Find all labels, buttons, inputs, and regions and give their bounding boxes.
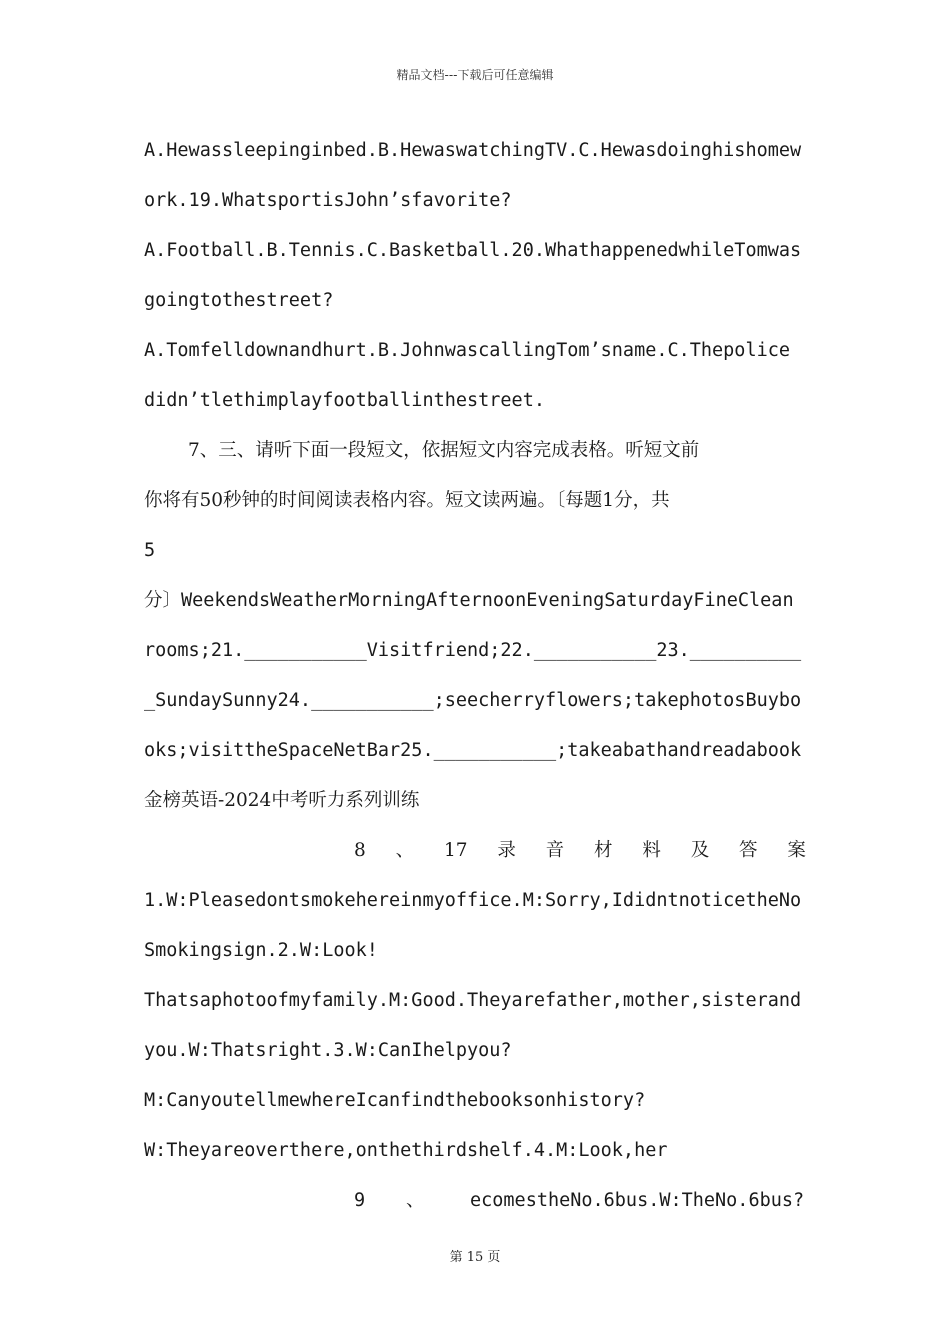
heading-char: 、 [395,840,415,861]
item-text: ecomestheNo.6bus.W:TheNo.6bus? [470,1190,805,1211]
page-header: 精品文档---下载后可任意编辑 [396,68,554,82]
series-title: 金榜英语-2024中考听力系列训练 [144,790,420,811]
heading-char: 及 [690,840,710,861]
heading-char: 料 [642,840,661,861]
text-line: _SundaySunny24.___________;seecherryflowers;takephotosBuybo [144,690,802,711]
heading-char: 音 [545,840,565,861]
text-line: oks;visittheSpaceNetBar25.___________;takeabathandreadabook [144,740,802,761]
text-line: Thatsaphotoofmyfamily.M:Good.Theyarefather,mother,sisterand [144,990,802,1011]
text-line: ork.19.WhatsportisJohn’sfavorite? [144,190,512,211]
heading-char: 材 [594,840,613,861]
text-line: 你将有50秒钟的时间阅读表格内容。短文读两遍。〔每题1分，共 [144,490,670,511]
text-line: rooms;21.___________Visitfriend;22.___________23.__________ [144,640,802,661]
page-number: 第 15 页 [449,1250,501,1265]
text-line [144,1176,806,1226]
text-line: didn’tlethimplayfootballinthestreet. [144,390,545,411]
text-line: A.Tomfelldownandhurt.B.JohnwascallingTom’sname.C.Thepolice [144,340,791,361]
heading-char: 答 [739,840,758,861]
text-line: goingtothestreet? [144,290,334,311]
heading-char: 录 [497,840,516,861]
document-body [144,126,806,1226]
text-line: you.W:Thatsright.3.W:CanIhelpyou? [144,1040,512,1061]
text-line: 5 [144,540,156,561]
text-line: M:CanyoutellmewhereIcanfindthebooksonhistory? [144,1090,646,1111]
heading-char: 案 [787,840,806,861]
text-line: Smokingsign.2.W:Look! [144,940,378,961]
text-line: A.Hewassleepinginbed.B.HewaswatchingTV.C.Hewasdoinghishomew [144,140,802,161]
spaced-heading [144,826,806,876]
text-line: 分〕WeekendsWeatherMorningAfternoonEveningSaturdayFineClean [144,590,794,611]
heading-char: 8 [354,840,366,861]
item-separator: 、 [406,1190,425,1211]
text-line: W:Theyareoverthere,onthethirdshelf.4.M:Look,her [144,1140,668,1161]
item-number: 9 [354,1190,366,1211]
text-line: A.Football.B.Tennis.C.Basketball.20.WhathappenedwhileTomwas [144,240,802,261]
heading-char: 17 [443,840,468,861]
text-line: 1.W:Pleasedontsmokehereinmyoffice.M:Sorry,IdidntnoticetheNo [144,890,802,911]
section-instruction: 7、三、请听下面一段短文，依据短文内容完成表格。听短文前 [188,440,700,461]
